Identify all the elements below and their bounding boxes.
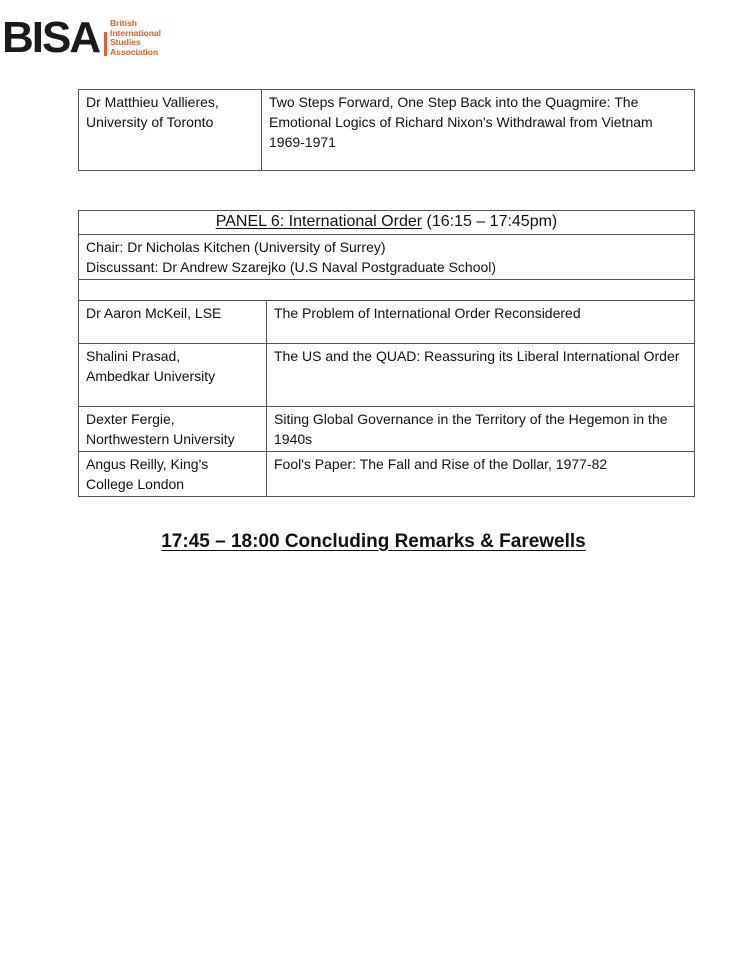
speaker-cell	[79, 301, 267, 344]
panel-title	[79, 211, 695, 235]
paper-title: The Problem of International Order Reconsidered	[274, 305, 581, 321]
speaker-affiliation: University of Toronto	[86, 114, 214, 130]
logo-line: British	[110, 18, 137, 28]
table-row	[79, 407, 695, 452]
logo-line: Association	[110, 46, 159, 57]
logo-mark: BISA	[2, 13, 100, 62]
paper-title-cell	[267, 407, 695, 452]
panel-header-row	[79, 211, 695, 235]
paper-title-cell	[262, 90, 695, 171]
panel-chair-row	[79, 235, 695, 280]
paper-title: The US and the QUAD: Reassuring its Liberal International Order	[274, 348, 680, 364]
logo-line: International	[110, 27, 162, 38]
paper-title-cell	[267, 344, 695, 407]
chair-cell	[79, 235, 695, 280]
bisa-logo	[0, 13, 200, 62]
speaker-name: Angus Reilly, King's	[86, 456, 209, 472]
blank-row	[79, 280, 695, 301]
table-row	[79, 90, 695, 171]
speaker-cell	[79, 452, 267, 497]
blank-cell	[79, 280, 695, 301]
speaker-affiliation: Ambedkar University	[86, 368, 216, 384]
paper-title-cell	[267, 301, 695, 344]
paper-title-cell	[267, 452, 695, 497]
speaker-name: Dexter Fergie,	[86, 411, 175, 427]
speaker-cell	[79, 344, 267, 407]
paper-title: Siting Global Governance in the Territory of the Hegemon in the 1940s	[274, 411, 668, 447]
table-row	[79, 344, 695, 407]
speaker-affiliation: Northwestern University	[86, 431, 235, 447]
logo-line: Studies	[110, 37, 141, 47]
speaker-affiliation: College London	[86, 476, 185, 492]
continued-panel-table	[78, 89, 695, 171]
panel-6-table	[78, 210, 695, 497]
panel-chair: Chair: Dr Nicholas Kitchen (University of Surrey)	[86, 239, 386, 255]
speaker-cell	[79, 407, 267, 452]
panel-discussant: Discussant: Dr Andrew Szarejko (U.S Naval Postgraduate School)	[86, 259, 497, 275]
paper-title: Two Steps Forward, One Step Back into the Quagmire: The Emotional Logics of Richard Nixon's Withdrawal from Vietnam 1969-1971	[269, 94, 653, 150]
table-row	[79, 301, 695, 344]
logo-accent-bar	[104, 32, 107, 56]
speaker-name: Shalini Prasad,	[86, 348, 181, 364]
panel-time: (16:15 – 17:45pm)	[422, 213, 558, 230]
table-row	[79, 452, 695, 497]
speaker-name: Dr Aaron McKeil, LSE	[86, 305, 222, 321]
speaker-cell	[79, 90, 262, 171]
logo-wordmark	[110, 19, 161, 57]
paper-title: Fool's Paper: The Fall and Rise of the Dollar, 1977-82	[274, 456, 608, 472]
panel-label: PANEL 6: International Order	[215, 213, 423, 230]
speaker-name: Dr Matthieu Vallieres,	[86, 94, 219, 110]
closing-remarks-heading: 17:45 – 18:00 Concluding Remarks & Farewells	[161, 531, 586, 552]
